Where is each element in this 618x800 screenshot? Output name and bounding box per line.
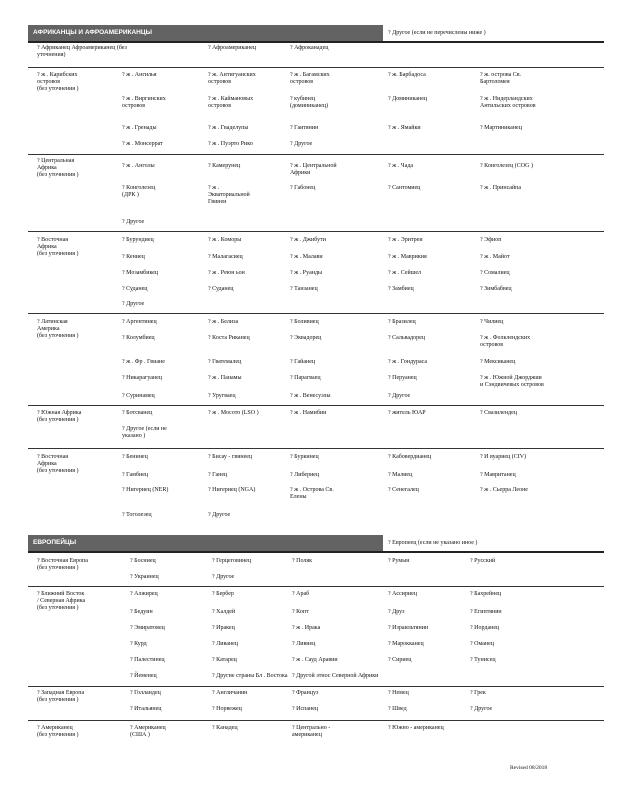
checkbox-option[interactable]: ? Гамбиец <box>122 472 149 478</box>
divider <box>28 154 604 155</box>
group-label[interactable]: ? Южная Африка (без уточнения ) <box>37 410 82 424</box>
divider <box>28 41 604 43</box>
checkbox-option[interactable]: ? Палестинец <box>130 657 165 663</box>
checkbox-option[interactable]: ? Испанец <box>292 706 319 712</box>
checkbox-option[interactable]: ? Герцеговинец <box>212 558 252 564</box>
checkbox-option[interactable]: ? Колумбиец <box>122 335 155 341</box>
checkbox-option[interactable]: ? Алжирец <box>130 591 158 597</box>
checkbox-option[interactable]: ? Бразилец <box>388 319 416 325</box>
checkbox-option[interactable]: ? ж . Маврикия <box>388 254 427 260</box>
checkbox-option[interactable]: ? Сириец <box>388 657 412 663</box>
checkbox-option[interactable]: ? Копт <box>292 609 309 615</box>
checkbox-option[interactable]: ? Буркинец <box>290 454 319 460</box>
checkbox-option[interactable]: ? Другое <box>212 574 235 580</box>
checkbox-option[interactable]: ? Либериец <box>290 472 320 478</box>
checkbox-option[interactable]: ? Мексиканец <box>480 359 516 365</box>
checkbox-option[interactable]: ? Израильтянин <box>388 625 429 631</box>
checkbox-option[interactable]: ? Другое <box>388 393 411 399</box>
checkbox-option[interactable]: ? Ботсванец <box>122 410 153 416</box>
section-header-europeans <box>28 535 604 551</box>
checkbox-option[interactable]: ? Украинец <box>130 574 159 580</box>
checkbox-option[interactable]: ? Парагваец <box>290 375 321 381</box>
checkbox-option[interactable]: ? Суринамец <box>122 393 155 399</box>
checkbox-option[interactable]: ? Египтянин <box>470 609 502 615</box>
checkbox-option[interactable]: ? ж . Фр . Гвиане <box>122 359 165 365</box>
checkbox-option[interactable]: ? Голландец <box>130 690 161 696</box>
checkbox-option[interactable]: ? Англичанин <box>212 690 248 696</box>
section-other-checkbox[interactable]: ? Другое (если не перечислены ниже ) <box>388 30 486 36</box>
checkbox-option[interactable]: ? ж . Гваделупы <box>208 125 249 131</box>
checkbox-option[interactable]: ? Йеменец <box>130 673 157 679</box>
checkbox-option[interactable]: ? Другое <box>122 219 145 225</box>
checkbox-option[interactable]: ? Катарец <box>212 657 237 663</box>
checkbox-option[interactable]: ? Грек <box>470 690 486 696</box>
checkbox-option[interactable]: ? Эмиратовец <box>130 625 165 631</box>
checkbox-option[interactable]: ? Бербер <box>212 591 234 597</box>
checkbox-option[interactable]: ? Другое <box>470 706 493 712</box>
divider <box>28 551 604 553</box>
checkbox-option[interactable]: ? Афроканадец <box>290 45 329 51</box>
checkbox-option[interactable]: ? ж . Реюн ьон <box>208 270 245 276</box>
checkbox-option[interactable]: ? Малагасиец <box>208 254 243 260</box>
checkbox-option[interactable]: ? Конголезец (COG ) <box>480 163 533 169</box>
group-label[interactable]: ? Восточная Европа (без уточнения ) <box>37 558 88 572</box>
checkbox-option[interactable]: ? Гайанец <box>290 359 316 365</box>
checkbox-option[interactable]: ? Поляк <box>292 558 313 564</box>
section-title: АФРИКАНЦЫ И АФРОАМЕРИКАНЦЫ <box>28 25 383 41</box>
checkbox-option[interactable]: ? Марокканец <box>388 641 424 647</box>
checkbox-option[interactable]: ? ж . Венесуэлы <box>290 393 331 399</box>
checkbox-option[interactable]: ? Тоголезец <box>122 512 152 518</box>
checkbox-option[interactable]: ? Эфиоп <box>480 237 502 243</box>
checkbox-option[interactable]: ? Малиец <box>388 472 413 478</box>
group-label[interactable]: ? Латинская Америка (без уточнения ) <box>37 319 79 340</box>
divider <box>28 313 604 314</box>
checkbox-option[interactable]: ? Конголезец (ДРК ) <box>122 185 156 199</box>
checkbox-option[interactable]: ? Габонец <box>290 185 316 191</box>
checkbox-option[interactable]: ? Канадец <box>212 725 238 731</box>
checkbox-option[interactable]: ? Американец (США ) <box>130 725 166 739</box>
checkbox-option[interactable]: ? Бедуин <box>130 609 153 615</box>
checkbox-option[interactable]: ? Француз <box>292 690 319 696</box>
checkbox-option[interactable]: ? Нигериец (NER) <box>122 487 169 493</box>
checkbox-option[interactable]: ? ж . Мосото (LSO ) <box>208 410 259 416</box>
checkbox-option[interactable]: ? ж . Багамских островов <box>290 72 330 86</box>
section-other-checkbox[interactable]: ? Европеец (если не указано иное ) <box>388 540 478 546</box>
checkbox-option[interactable]: ? ж . Намибии <box>290 410 327 416</box>
checkbox-option[interactable]: ? Центрально - американец <box>292 725 331 739</box>
checkbox-option[interactable]: ? Иракец <box>212 625 235 631</box>
checkbox-option[interactable]: ? ж . Гондураса <box>388 359 428 365</box>
group-label[interactable]: ? Американец (без уточнения ) <box>37 725 79 739</box>
checkbox-option[interactable]: ? Южно - американец <box>388 725 444 731</box>
divider <box>28 448 604 449</box>
checkbox-option[interactable]: ? Ганец <box>208 472 228 478</box>
checkbox-option[interactable]: ? Африканец Афроамериканец (без уточнения) <box>37 45 127 59</box>
checkbox-option[interactable]: ? ж . Панамы <box>208 375 242 381</box>
checkbox-option[interactable]: ? ж . Виргинских островов <box>122 96 166 110</box>
checkbox-option[interactable]: ? Румын <box>388 558 410 564</box>
checkbox-option[interactable]: ? Тунисец <box>470 657 496 663</box>
checkbox-option[interactable]: ? Другое <box>122 301 145 307</box>
checkbox-option[interactable]: ? Сальвадорец <box>388 335 425 341</box>
checkbox-option[interactable]: ? кубинец (доминиканец) <box>290 96 328 110</box>
checkbox-option[interactable]: ? ж . Фолклендских островов <box>480 335 531 349</box>
checkbox-option[interactable]: ? Эквадорец <box>290 335 322 341</box>
checkbox-option[interactable]: ? Другие страны Бл . Востока <box>212 673 288 679</box>
checkbox-option[interactable]: ? Гаитянин <box>290 125 319 131</box>
checkbox-option[interactable]: ? Чилиец <box>480 319 504 325</box>
checkbox-option[interactable]: ? ж . Анголы <box>122 163 155 169</box>
checkbox-option[interactable]: ? Другое (если не указано ) <box>122 426 167 440</box>
group-label[interactable]: ? Центральная Африка (без уточнения ) <box>37 158 79 179</box>
checkbox-option[interactable]: ? ж . Острова Св. Елены <box>290 487 334 501</box>
checkbox-option[interactable]: ? ж . Ирака <box>292 625 321 631</box>
checkbox-option[interactable]: ? Гватемалец <box>208 359 242 365</box>
checkbox-option[interactable]: ? И вуариец (CIV) <box>480 454 527 460</box>
divider <box>28 405 604 406</box>
checkbox-option[interactable]: ? Бенинец <box>122 454 148 460</box>
divider <box>28 686 604 687</box>
group-label[interactable]: ? Западная Европа (без уточнения ) <box>37 690 85 704</box>
checkbox-option[interactable]: ? ж . Чада <box>388 163 414 169</box>
checkbox-option[interactable]: ? Другое <box>290 141 313 147</box>
checkbox-option[interactable]: ? Мартиниканец <box>480 125 522 131</box>
checkbox-option[interactable]: ? Танзанец <box>290 286 318 292</box>
checkbox-option[interactable]: ? ж . Сауд Аравии <box>292 657 338 663</box>
checkbox-option[interactable]: ? Свазилендец <box>480 410 517 416</box>
checkbox-option[interactable]: ? ж . Пуэрто Рико <box>208 141 253 147</box>
checkbox-option[interactable]: ? ж . Монсеррат <box>122 141 163 147</box>
checkbox-option[interactable]: ? Другое <box>208 512 231 518</box>
checkbox-option[interactable]: ? Суданец <box>122 286 148 292</box>
checkbox-option[interactable]: ? Другой этнос Северной Африки <box>292 673 379 679</box>
checkbox-option[interactable]: ? ж . Малави <box>290 254 323 260</box>
group-label[interactable]: ? ж . Карибских островов (без уточнения ) <box>37 72 79 93</box>
checkbox-option[interactable]: ? ж . Экваториальной Гвинеи <box>208 185 250 206</box>
checkbox-option[interactable]: ? Камерунец <box>208 163 241 169</box>
checkbox-option[interactable]: ? Халдей <box>212 609 236 615</box>
checkbox-option[interactable]: ? ж . Сейшел <box>388 270 422 276</box>
section-header-africans <box>28 25 604 41</box>
checkbox-option[interactable]: ? Оманец <box>470 641 494 647</box>
checkbox-option[interactable]: ? Иорданец <box>470 625 500 631</box>
divider <box>28 231 604 232</box>
checkbox-option[interactable]: ? Зимбабвец <box>480 286 512 292</box>
group-label[interactable]: ? Ближний Восток / Северная Африка (без уточнения ) <box>37 591 86 612</box>
checkbox-option[interactable]: ? Немец <box>388 690 409 696</box>
checkbox-option[interactable]: ? Друз <box>388 609 405 615</box>
checkbox-option[interactable]: ? Сенегалец <box>388 487 419 493</box>
checkbox-option[interactable]: ? ж . Эритреи <box>388 237 423 243</box>
checkbox-option[interactable]: ? ж . Джибути <box>290 237 326 243</box>
checkbox-option[interactable]: ? Бахрейнец <box>470 591 502 597</box>
checkbox-option[interactable]: ? Бисау - гвинеец <box>208 454 253 460</box>
checkbox-option[interactable]: ? Сомалиец <box>480 270 510 276</box>
checkbox-option[interactable]: ? Суданец <box>208 286 234 292</box>
group-label[interactable]: ? Восточная Африка (без уточнения ) <box>37 237 79 258</box>
checkbox-option[interactable]: ? ж . Нидерландских Антильских островов <box>480 96 536 110</box>
checkbox-option[interactable]: ? Ассириец <box>388 591 417 597</box>
checkbox-option[interactable]: ? ж . Коморы <box>208 237 242 243</box>
checkbox-option[interactable]: ? Итальянец <box>130 706 162 712</box>
checkbox-option[interactable]: ? Замбиец <box>388 286 414 292</box>
checkbox-option[interactable]: ? Кабовердианец <box>388 454 432 460</box>
checkbox-option[interactable]: ? Перуанец <box>388 375 417 381</box>
checkbox-option[interactable]: ? Уругваец <box>208 393 236 399</box>
checkbox-option[interactable]: ? Нигериец (NGA) <box>208 487 256 493</box>
checkbox-option[interactable]: ? Коста Риканец <box>208 335 250 341</box>
checkbox-option[interactable]: ? ж . Белиза <box>208 319 239 325</box>
checkbox-option[interactable]: ? Курд <box>130 641 147 647</box>
checkbox-option[interactable]: ? ж . Гренады <box>122 125 157 131</box>
checkbox-option[interactable]: ? Аргентинец <box>122 319 157 325</box>
checkbox-option[interactable]: ? ж . Сьерра Леоне <box>480 487 528 493</box>
checkbox-option[interactable]: ? житель ЮАР <box>388 410 426 416</box>
checkbox-option[interactable]: ? Мозамбикец <box>122 270 159 276</box>
group-label[interactable]: ? Восточная Африка (без уточнения ) <box>37 454 79 475</box>
checkbox-option[interactable]: ? ж . Каймановых островов <box>208 96 254 110</box>
checkbox-option[interactable]: ? Кениец <box>122 254 145 260</box>
checkbox-option[interactable]: ? Русский <box>470 558 496 564</box>
checkbox-option[interactable]: ? Босниец <box>130 558 156 564</box>
divider <box>28 586 604 587</box>
checkbox-option[interactable]: ? ж . Ямайки <box>388 125 421 131</box>
checkbox-option[interactable]: ? ж . Принсайпа <box>480 185 522 191</box>
checkbox-option[interactable]: ? ж. Барбадоса <box>388 72 426 78</box>
checkbox-option[interactable]: ? ж . Центральной Африки <box>290 163 337 177</box>
checkbox-option[interactable]: ? Никарагуанец <box>122 375 162 381</box>
checkbox-option[interactable]: ? Ливанец <box>212 641 238 647</box>
checkbox-option[interactable]: ? ж . Майот <box>480 254 510 260</box>
checkbox-option[interactable]: ? ж . Руанды <box>290 270 323 276</box>
checkbox-option[interactable]: ? Норвежец <box>212 706 242 712</box>
checkbox-option[interactable]: ? Афроамериканец <box>208 45 257 51</box>
revision-footer: Revised 08/2018 <box>510 765 548 771</box>
checkbox-option[interactable]: ? Араб <box>292 591 310 597</box>
section-title: ЕВРОПЕЙЦЫ <box>28 535 383 551</box>
divider <box>28 720 604 721</box>
checkbox-option[interactable]: ? Доминиканец <box>388 96 428 102</box>
checkbox-option[interactable]: ? ж. острова Св. Бартоломея <box>480 72 522 86</box>
checkbox-option[interactable]: ? ж . Ангилья <box>122 72 157 78</box>
divider <box>28 67 604 68</box>
checkbox-option[interactable]: ? ж. Антигуанских островов <box>208 72 256 86</box>
checkbox-option[interactable]: ? Швед <box>388 706 407 712</box>
checkbox-option[interactable]: ? Бурундиец <box>122 237 154 243</box>
checkbox-option[interactable]: ? ж . Южной Джорджии и Сэндвичевых островов <box>480 375 544 389</box>
checkbox-option[interactable]: ? Ливиец <box>292 641 316 647</box>
checkbox-option[interactable]: ? Боливиец <box>290 319 319 325</box>
checkbox-option[interactable]: ? Мавританец <box>480 472 516 478</box>
checkbox-option[interactable]: ? Сантомиец <box>388 185 421 191</box>
